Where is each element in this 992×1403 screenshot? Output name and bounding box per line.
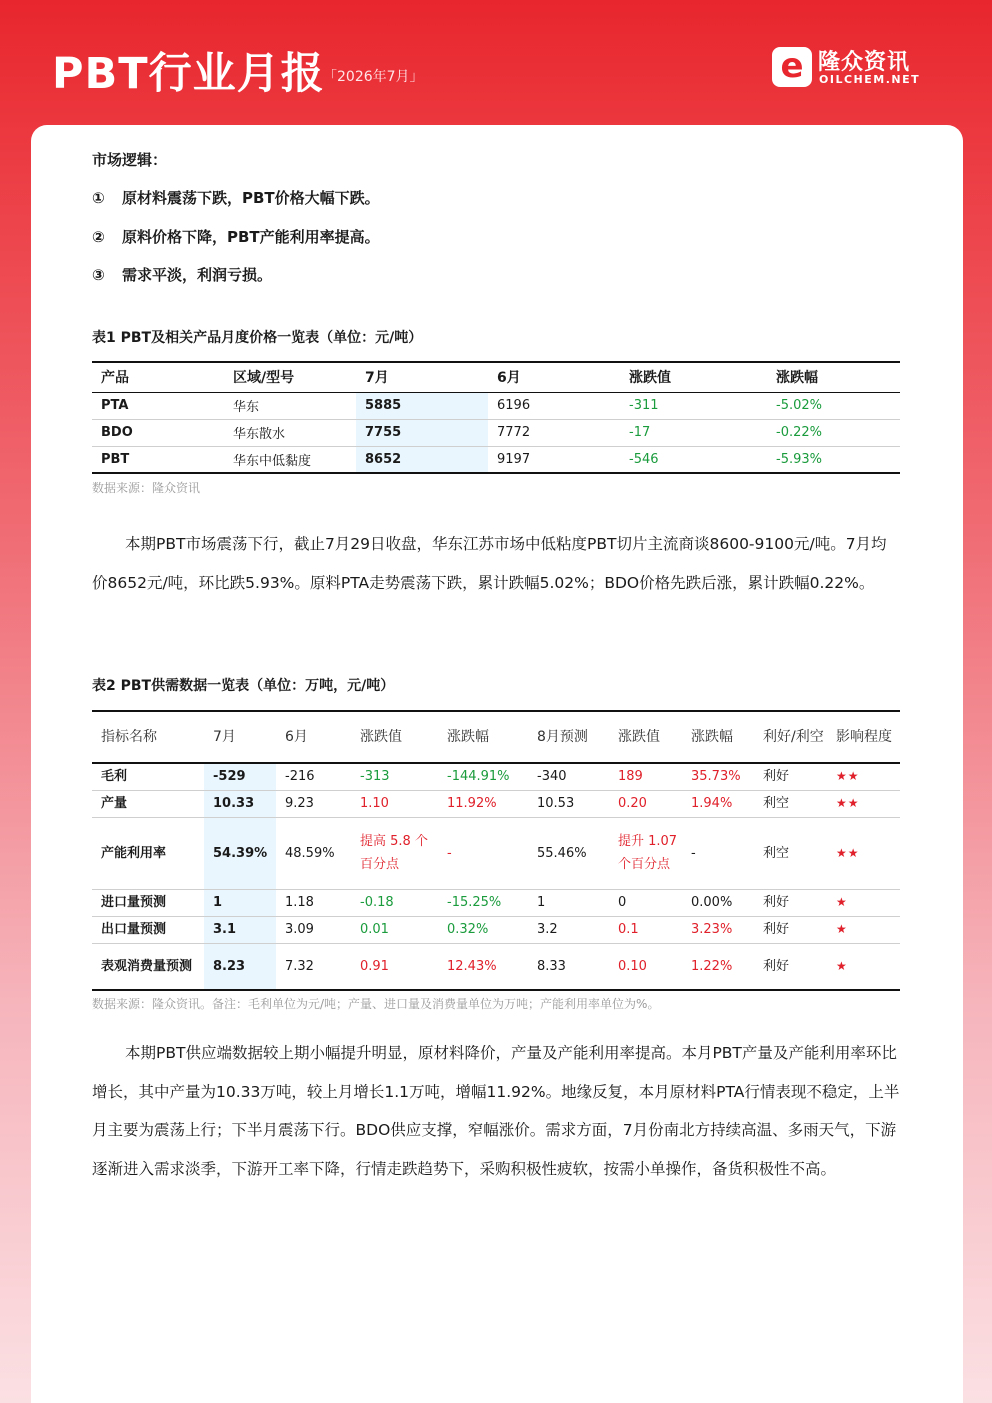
report-title: PBT行业月报	[52, 49, 325, 99]
cell-impact: 利好	[763, 769, 790, 785]
col-header: 涨跌幅	[438, 711, 528, 763]
oilchem-logo	[772, 45, 942, 91]
logic-item-text: 原材料震荡下跌，PBT价格大幅下跌。	[122, 189, 380, 207]
col-header: 7月	[356, 362, 488, 392]
col-header: 6月	[276, 711, 351, 763]
logo-e-icon: e	[772, 47, 812, 87]
table-row	[92, 817, 900, 889]
star-rating-icon: ★	[836, 922, 848, 936]
cell-change-pct: -5.93%	[776, 451, 822, 467]
logic-item-text: 需求平淡，利润亏损。	[122, 266, 273, 284]
cell-forecast-change: 189	[618, 769, 643, 785]
cell-forecast: -340	[537, 769, 567, 785]
cell-indicator: 产能利用率	[101, 845, 167, 861]
col-header: 利好/利空	[754, 711, 827, 763]
col-header: 涨跌值	[609, 711, 682, 763]
table-header-row	[92, 711, 900, 763]
cell-forecast-change: 0.10	[618, 958, 647, 974]
cell-change-pct: 12.43%	[447, 958, 497, 974]
col-header: 7月	[204, 711, 276, 763]
cell-current: 3.1	[204, 916, 276, 943]
cell-forecast: 3.2	[537, 922, 558, 937]
cell-forecast: 10.53	[537, 796, 575, 811]
col-header: 指标名称	[92, 711, 204, 763]
table-row	[92, 889, 900, 916]
cell-forecast-change-pct: -	[691, 845, 696, 861]
cell-change: 0.91	[360, 958, 389, 974]
logic-item-num: ③	[92, 266, 105, 284]
cell-forecast-change-pct: 35.73%	[691, 769, 741, 785]
cell-change: 1.10	[360, 796, 389, 811]
star-rating-icon: ★	[836, 895, 848, 909]
cell-change-pct: -15.25%	[447, 895, 502, 910]
col-header: 产品	[92, 362, 224, 392]
table-header-row	[92, 362, 900, 392]
cell-previous: 9.23	[285, 796, 314, 811]
cell-change: 提高 5.8 个百分点	[360, 834, 428, 872]
cell-region: 华东散水	[233, 427, 286, 442]
cell-current: 5885	[356, 392, 488, 419]
cell-forecast: 8.33	[537, 958, 566, 974]
cell-change: -313	[360, 769, 390, 785]
col-header: 涨跌幅	[682, 711, 754, 763]
logo-cn-text: 隆众资讯	[818, 50, 911, 75]
cell-previous: 3.09	[285, 922, 314, 937]
col-header: 6月	[488, 362, 620, 392]
cell-forecast-change-pct: 1.94%	[691, 796, 733, 811]
cell-indicator: 毛利	[101, 769, 128, 785]
supply-demand-table	[92, 710, 900, 991]
cell-indicator: 产量	[101, 796, 128, 811]
logic-title: 市场逻辑：	[92, 151, 168, 169]
table-row	[92, 943, 900, 990]
cell-indicator: 出口量预测	[101, 922, 167, 937]
star-rating-icon: ★★	[836, 845, 860, 860]
col-header: 涨跌值	[351, 711, 438, 763]
cell-previous: 1.18	[285, 895, 314, 910]
table2-caption: 表2 PBT供需数据一览表（单位：万吨，元/吨）	[92, 678, 395, 694]
cell-forecast: 1	[537, 895, 546, 910]
cell-change-pct: -144.91%	[447, 769, 510, 785]
table-row	[92, 790, 900, 817]
cell-change: -17	[629, 425, 651, 440]
cell-region: 华东	[233, 400, 260, 415]
cell-previous: 7772	[497, 425, 531, 440]
cell-current: 1	[204, 889, 276, 916]
cell-region: 华东中低黏度	[233, 453, 312, 469]
table-row	[92, 763, 900, 790]
col-header: 涨跌幅	[767, 362, 900, 392]
col-header: 影响程度	[827, 711, 900, 763]
table-row	[92, 419, 900, 446]
cell-change-pct: 11.92%	[447, 796, 497, 811]
report-period: 「2026年7月」	[323, 69, 424, 85]
cell-change-pct: -5.02%	[776, 398, 822, 413]
cell-forecast-change: 0.1	[618, 922, 639, 937]
cell-change: -0.18	[360, 895, 394, 910]
cell-forecast-change: 0	[618, 895, 627, 910]
cell-product: BDO	[101, 425, 133, 440]
cell-impact: 利空	[763, 796, 790, 811]
cell-change-pct: 0.32%	[447, 922, 489, 937]
cell-previous: 9197	[497, 451, 531, 467]
cell-product: PTA	[101, 398, 129, 413]
cell-change: -311	[629, 398, 659, 413]
cell-current: 54.39%	[204, 817, 276, 889]
logic-item	[92, 226, 380, 247]
cell-product: PBT	[101, 451, 130, 467]
star-rating-icon: ★	[836, 958, 848, 973]
cell-current: 8652	[356, 446, 488, 473]
paragraph-price: 本期PBT市场震荡下行，截止7月29日收盘，华东江苏市场中低粘度PBT切片主流商谈8600-9100元/吨。7月均价8652元/吨，环比跌5.93%。原料PTA走势震荡下跌，累计跌幅5.02%；BDO价格先跌后涨，累计跌幅0.22%。	[92, 535, 887, 592]
col-header: 8月预测	[528, 711, 609, 763]
cell-change: -546	[629, 451, 659, 467]
cell-forecast-change-pct: 3.23%	[691, 922, 733, 937]
cell-indicator: 表观消费量预测	[101, 958, 193, 974]
col-header: 区域/型号	[224, 362, 356, 392]
cell-current: 7755	[356, 419, 488, 446]
star-rating-icon: ★★	[836, 796, 860, 810]
cell-forecast-change: 0.20	[618, 796, 647, 811]
logic-item	[92, 187, 380, 208]
col-header: 涨跌值	[620, 362, 767, 392]
logo-en-text: OILCHEM.NET	[819, 73, 921, 86]
table-row	[92, 446, 900, 473]
cell-impact: 利好	[763, 922, 790, 937]
paragraph-supply: 本期PBT供应端数据较上期小幅提升明显，原材料降价，产量及产能利用率提高。本月PBT产量及产能利用率环比增长，其中产量为10.33万吨，较上月增长1.1万吨，增幅11.92%。地缘反复，本月原材料PTA行情表现不稳定，上半月主要为震荡上行；下半月震荡下行。BDO供应支撑，窄幅涨价。需求方面，7月份南北方持续高温、多雨天气，下游逐渐进入需求淡季，下游开工率下降，行情走跌趋势下，采购积极性疲软，按需小单操作，备货积极性不高。	[92, 1044, 900, 1178]
cell-indicator: 进口量预测	[101, 895, 167, 910]
logic-item-num: ②	[92, 228, 105, 246]
cell-impact: 利好	[763, 895, 790, 910]
table1-source: 数据来源：隆众资讯	[92, 481, 201, 495]
cell-impact: 利空	[763, 845, 790, 861]
cell-forecast-change-pct: 1.22%	[691, 958, 733, 974]
cell-previous: 6196	[497, 398, 531, 413]
logic-item-text: 原料价格下降，PBT产能利用率提高。	[122, 228, 380, 246]
cell-current: 10.33	[204, 790, 276, 817]
price-table	[92, 361, 900, 474]
table-row	[92, 392, 900, 419]
cell-forecast-change: 提升 1.07 个百分点	[618, 834, 678, 872]
star-rating-icon: ★★	[836, 769, 860, 784]
cell-previous: 48.59%	[285, 845, 335, 861]
logic-item-num: ①	[92, 189, 105, 207]
table2-source: 数据来源：隆众资讯。备注：毛利单位为元/吨；产量、进口量及消费量单位为万吨；产能利用率单位为%。	[92, 997, 660, 1011]
table1-caption: 表1 PBT及相关产品月度价格一览表（单位：元/吨）	[92, 330, 423, 346]
cell-previous: 7.32	[285, 958, 314, 974]
cell-impact: 利好	[763, 958, 790, 974]
cell-change: 0.01	[360, 922, 389, 937]
cell-previous: -216	[285, 769, 315, 785]
table-row	[92, 916, 900, 943]
cell-current: 8.23	[204, 943, 276, 990]
cell-forecast-change-pct: 0.00%	[691, 895, 733, 910]
cell-change-pct: -	[447, 845, 452, 861]
cell-forecast: 55.46%	[537, 845, 587, 861]
report-header	[0, 0, 992, 125]
cell-change-pct: -0.22%	[776, 425, 822, 440]
logic-item	[92, 264, 272, 285]
cell-current: -529	[204, 763, 276, 790]
